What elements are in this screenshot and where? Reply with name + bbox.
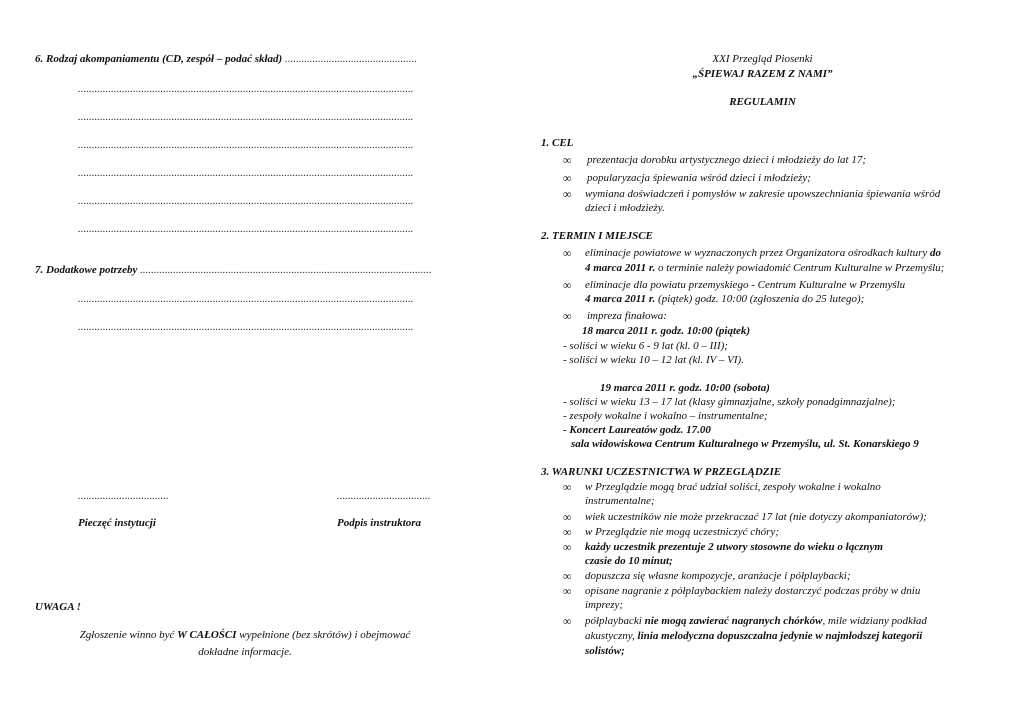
seal-label: Pieczęć instytucji (78, 517, 156, 529)
q6-label (35, 53, 417, 65)
fill-line: .......................................................................................................................... (78, 195, 414, 207)
infinity-bullet-icon: ∞ (563, 171, 572, 185)
section-heading: 2. TERMIN I MIEJSCE (541, 230, 653, 242)
term-bold: 4 marca 2011 r. (585, 262, 656, 274)
condition-item: wiek uczestników nie może przekraczać 17 lat (nie dotyczy akompaniatorów); (585, 511, 927, 523)
condition-bold: nie mogą zawierać nagranych chórków (644, 615, 823, 627)
infinity-bullet-icon: ∞ (563, 569, 572, 583)
warning-note (35, 629, 455, 641)
infinity-bullet-icon: ∞ (563, 309, 572, 323)
infinity-bullet-icon: ∞ (563, 510, 572, 524)
note-text: wypełnione (bez skrótów) i obejmować (236, 629, 411, 641)
fill-line: .......................................................................................................................... (78, 167, 414, 179)
q7-label-text: 7. Dodatkowe potrzeby (35, 264, 138, 276)
infinity-bullet-icon: ∞ (563, 480, 572, 494)
category-line: - soliści w wieku 13 – 17 lat (klasy gimnazjalne, szkoły ponadgimnazjalne); (563, 396, 896, 408)
fill-line: .......................................................................................................................... (78, 83, 414, 95)
category-line: - soliści w wieku 10 – 12 lat (kl. IV – VI). (563, 354, 744, 366)
category-line: - soliści w wieku 6 - 9 lat (kl. 0 – III); (563, 340, 728, 352)
doc-regulamin: REGULAMIN (729, 96, 796, 108)
term-text: eliminacje powiatowe w wyznaczonych przez Organizatora ośrodkach kultury (585, 247, 931, 259)
term-text: o terminie należy powiadomić Centrum Kulturalne w Przemyślu; (655, 262, 945, 274)
term-item (585, 293, 864, 305)
fill-line: .......................................................................................................................... (78, 321, 414, 333)
term-bold: 4 marca 2011 r. (585, 293, 656, 305)
q6-label-text: 6. Rodzaj akompaniamentu (CD, zespół – podać skład) (35, 53, 283, 65)
venue-line: sala widowiskowa Centrum Kulturalnego w Przemyślu, ul. St. Konarskiego 9 (571, 438, 919, 450)
final-date: 18 marca 2011 r. godz. 10:00 (piątek) (582, 325, 751, 337)
term-item: impreza finałowa: (587, 310, 667, 322)
condition-item: solistów; (585, 645, 625, 657)
goal-item: popularyzacja śpiewania wśród dzieci i młodzieży; (587, 172, 811, 184)
condition-item: opisane nagranie z półplaybackiem należy dostarczyć podczas próby w dniu (585, 585, 921, 597)
condition-text: , mile widziany podkład (822, 615, 927, 627)
condition-item: w Przeglądzie nie mogą uczestniczyć chóry; (585, 526, 779, 538)
infinity-bullet-icon: ∞ (563, 584, 572, 598)
condition-text: półplaybacki (585, 615, 645, 627)
q7-dots: .......................................................................................................... (140, 264, 432, 276)
section-heading: 3. WARUNKI UCZESTNICTWA W PRZEGLĄDZIE (541, 466, 782, 478)
seal-dots: ................................. (78, 490, 169, 502)
infinity-bullet-icon: ∞ (563, 525, 572, 539)
infinity-bullet-icon: ∞ (563, 153, 572, 167)
infinity-bullet-icon: ∞ (563, 246, 572, 260)
goal-item: dzieci i młodzieży. (585, 202, 665, 214)
fill-line: .......................................................................................................................... (78, 223, 414, 235)
concert-line: - Koncert Laureatów godz. 17.00 (563, 424, 711, 436)
term-bold: do (930, 247, 942, 259)
signature-label: Podpis instruktora (337, 517, 422, 529)
fill-line: .......................................................................................................................... (78, 139, 414, 151)
infinity-bullet-icon: ∞ (563, 278, 572, 292)
condition-item: imprezy; (585, 599, 624, 611)
doc-subtitle: „ŚPIEWAJ RAZEM Z NAMI” (692, 68, 833, 80)
note-bold: W CAŁOŚCI (177, 629, 237, 641)
infinity-bullet-icon: ∞ (563, 540, 572, 554)
signature-dots: .................................. (337, 490, 431, 502)
term-item (585, 262, 944, 274)
term-item (585, 247, 941, 259)
doc-title: XXI Przegląd Piosenki (712, 53, 813, 65)
final-date: 19 marca 2011 r. godz. 10:00 (sobota) (600, 382, 770, 394)
goal-item: wymiana doświadczeń i pomysłów w zakresie upowszechniania śpiewania wśród (585, 188, 941, 200)
q6-dots: ................................................ (284, 53, 417, 65)
condition-item: każdy uczestnik prezentuje 2 utwory stosowne do wieku o łącznym (585, 541, 883, 553)
category-line: - zespoły wokalne i wokalno – instrumentalne; (563, 410, 768, 422)
infinity-bullet-icon: ∞ (563, 187, 572, 201)
term-text: (piątek) godz. 10:00 (zgłoszenia do 25 lutego); (655, 293, 865, 305)
warning-heading: UWAGA ! (35, 601, 81, 613)
condition-item: instrumentalne; (585, 495, 655, 507)
goal-item: prezentacja dorobku artystycznego dzieci i młodzieży do lat 17; (587, 154, 867, 166)
condition-item (585, 615, 927, 627)
infinity-bullet-icon: ∞ (563, 614, 572, 628)
q7-label (35, 264, 432, 276)
fill-line: .......................................................................................................................... (78, 111, 414, 123)
condition-item: dopuszcza się własne kompozycje, aranżacje i półplaybacki; (585, 570, 851, 582)
condition-item: w Przeglądzie mogą brać udział soliści, zespoły wokalne i wokalno (585, 481, 881, 493)
term-item: eliminacje dla powiatu przemyskiego - Centrum Kulturalne w Przemyślu (585, 279, 906, 291)
section-heading: 1. CEL (541, 137, 574, 149)
note-text: Zgłoszenie winno być (79, 629, 178, 641)
condition-bold: linia melodyczna dopuszczalna jedynie w najmłodszej kategorii (637, 630, 923, 642)
condition-item: czasie do 10 minut; (585, 555, 673, 567)
condition-item (585, 630, 922, 642)
warning-note-line2: dokładne informacje. (198, 646, 292, 658)
condition-text: akustyczny, (585, 630, 638, 642)
fill-line: .......................................................................................................................... (78, 293, 414, 305)
